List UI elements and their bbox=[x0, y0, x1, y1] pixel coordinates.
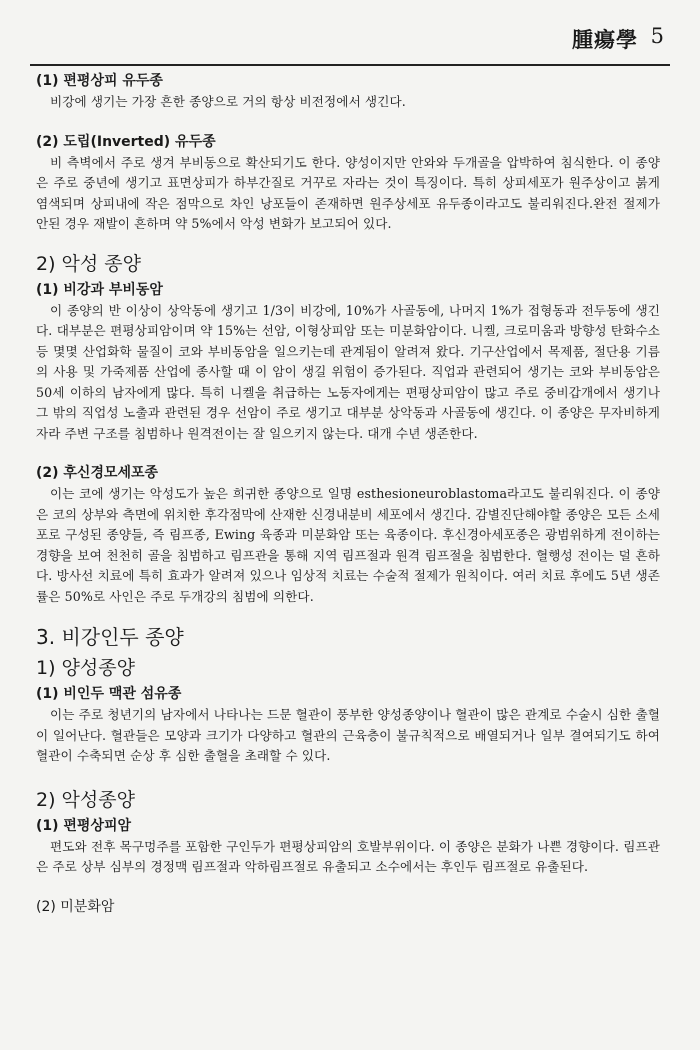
section-heading-squamous-papilloma: (1) 편평상피 유두종 bbox=[36, 73, 163, 89]
page-body bbox=[36, 70, 660, 918]
page-number: 5 bbox=[650, 24, 664, 48]
paragraph-olfactory-neuroblastoma: 이는 코에 생기는 악성도가 높은 희귀한 종양으로 일명 esthesioneuroblastoma라고도 불리워진다. 이 종양은 코의 상부와 측면에 위치한 후각점막에 산재한 신경내분비 세포에서 생긴다. 감별진단해야할 종양은 모든 소세포로 구성된 종양들, 즉 림프종, Ewing 육종과 미분화암 또는 육종이다. 후신경아세포종은 광범위하게 전이하는 경향을 보여 천천히 골을 침범하고 림프관을 통해 지역 림프절과 원격 림프절을 침범한다. 혈행성 전이는 덜 흔하다. 방사선 치료에 특히 효과가 알려져 있으나 임상적 치료는 수술적 절제가 원칙이다. 여러 치료 후에도 5년 생존률은 50%로 사인은 주로 두개강의 침범에 의한다. bbox=[36, 486, 660, 604]
paragraph-nasal-sinus-cancer: 이 종양의 반 이상이 상악동에 생기고 1/3이 비강에, 10%가 사골동에, 나머지 1%가 접형동과 전두동에 생긴다. 대부분은 편평상피암이며 약 15%는 선암, 이형상피암 또는 미분화암이다. 니켈, 크로미움과 방향성 탄화수소 등 몇몇 산업화학 물질이 코와 부비동암을 일으키는데 관계됨이 알려져 왔다. 기구산업에서 목제품, 절단용 기름의 사용 및 가죽제품 산업에 종사할 때 이 암이 생길 위험이 증가된다. 직업과 관련되어 생기는 코와 부비동암은 50세 이하의 남자에게 많다. 특히 니켈을 취급하는 노동자에게는 편평상피암이 많고 주로 중비갑개에서 생기나 그 밖의 직업성 노출과 관련된 경우 선암이 주로 생기고 대부분 상악동과 사골동에 생긴다. 이 종양은 무자비하게 자라 주변 구조를 침범하나 원격전이는 잘 일으키지 않는다. 대개 수년 생존한다. bbox=[36, 302, 660, 441]
paragraph-inverted-papilloma: 비 측벽에서 주로 생겨 부비동으로 확산되기도 한다. 양성이지만 안와와 두개골을 압박하여 침식한다. 이 종양은 주로 중년에 생기고 표면상피가 하부간질로 거꾸로 자라는 것이 특징이다. 특히 상피세포가 원주상이고 붉게 염색되며 상피내에 작은 점막으로 차인 낭포들이 존재하면 원주상세포 유두종이라고도 불리워진다.완전 절제가 안된 경우 재발이 흔하며 약 5%에서 악성 변화가 보고되어 있다. bbox=[36, 154, 660, 231]
subsection-heading-undifferentiated-carcinoma: (2) 미분화암 bbox=[36, 898, 115, 915]
section-heading-malignant-tumor: 2) 악성 종양 bbox=[36, 252, 141, 275]
chapter-heading-nasopharynx-tumor: 3. 비강인두 종양 bbox=[36, 625, 184, 649]
paragraph-angiofibroma: 이는 주로 청년기의 남자에서 나타나는 드문 혈관이 풍부한 양성종양이나 혈관이 많은 관계로 수술시 심한 출혈이 일어난다. 혈관들은 모양과 크기가 다양하고 혈관의 근육층이 불규칙적으로 배열되거나 일부 결여되기도 하여 혈관이 수축되면 순상 후 심한 출혈을 초래할 수 있다. bbox=[36, 707, 660, 763]
subsection-heading-nasal-sinus-cancer: (1) 비강과 부비동암 bbox=[36, 281, 163, 298]
section-heading-malignant-tumor-2: 2) 악성종양 bbox=[36, 788, 135, 811]
paragraph-squamous-carcinoma: 편도와 전후 목구멍주를 포함한 구인두가 편평상피암의 호발부위이다. 이 종양은 분화가 나쁜 경향이다. 림프관은 주로 상부 심부의 경정맥 림프절과 악하림프절로 유출되고 소수에서는 후인두 림프절로 유출된다. bbox=[36, 838, 660, 874]
subsection-heading-angiofibroma: (1) 비인두 맥관 섬유종 bbox=[36, 686, 182, 702]
paragraph-squamous-papilloma: 비강에 생기는 가장 흔한 종양으로 거의 항상 비전정에서 생긴다. bbox=[50, 94, 406, 109]
section-heading-benign-tumor: 1) 양성종양 bbox=[36, 657, 135, 679]
subsection-heading-olfactory-neuroblastoma: (2) 후신경모세포종 bbox=[36, 465, 159, 481]
page-header bbox=[30, 18, 670, 66]
subsection-heading-squamous-carcinoma: (1) 편평상피암 bbox=[36, 817, 132, 834]
running-title: 腫瘍學 bbox=[572, 27, 638, 52]
section-heading-inverted-papilloma: (2) 도립(Inverted) 유두종 bbox=[36, 133, 216, 150]
